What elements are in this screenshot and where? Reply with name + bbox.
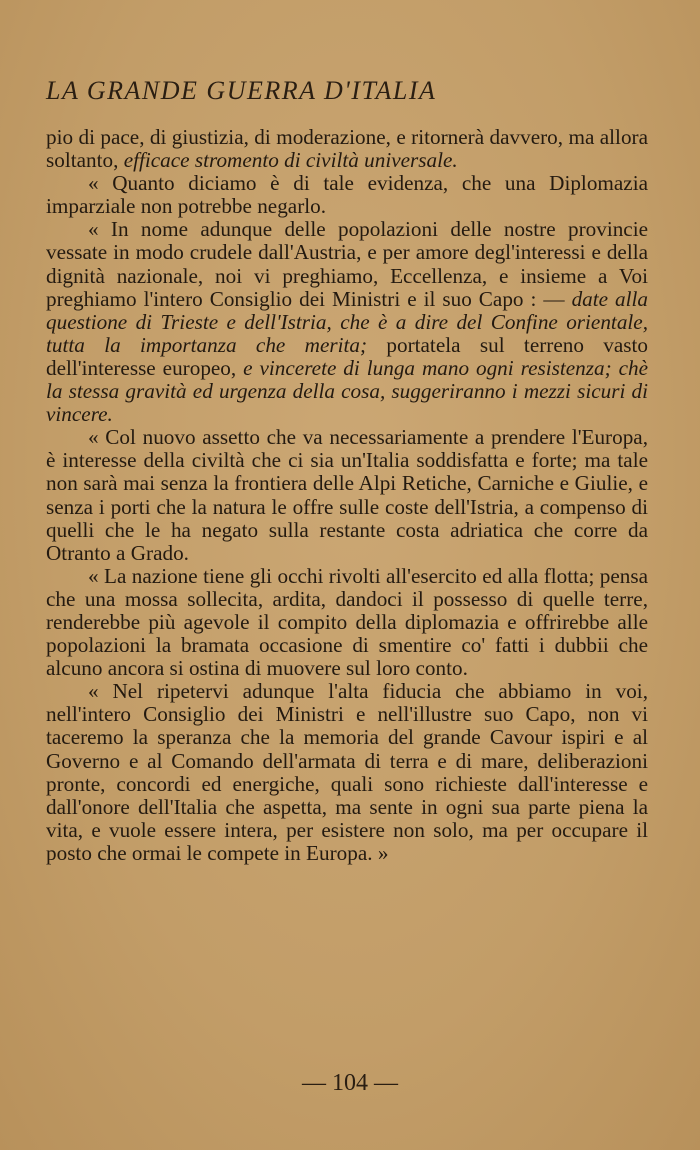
paragraph [46, 126, 648, 172]
text-segment: « In nome adunque delle popolazioni delle nostre provincie vessate in modo crudele dall'Austria, e per amore degl'interessi e della dignità nazionale, noi vi preghiamo, Eccellenza, e insieme a Voi preghiamo l'intero Consiglio dei Ministri e il suo Capo : — [46, 217, 648, 311]
text-segment: « Nel ripetervi adunque l'alta fiducia che abbiamo in voi, nell'intero Consiglio dei Ministri e nell'illustre suo Capo, non vi taceremo la speranza che la memoria del grande Cavour ispiri e al Governo e al Comando dell'armata di terra e di mare, deliberazioni pronte, concordi ed energiche, quali sono richieste dall'interesse e dall'onore dell'Italia che aspetta, ma sente in ogni sua parte piena la vita, e vuole essere intera, per esistere non solo, ma per occupare il posto che ormai le compete in Europa. » [46, 679, 648, 865]
body-text [46, 126, 648, 865]
text-segment: pio di pace, di giustizia, di moderazione, e ritornerà davvero, ma allora soltanto, [46, 125, 648, 173]
page-number: — 104 — [302, 1070, 398, 1096]
italic-text: efficace stromento di civiltà universale. [123, 148, 458, 173]
text-segment: « La nazione tiene gli occhi rivolti all'esercito ed alla flotta; pensa che una mossa sollecita, ardita, dandoci il possesso di quelle terre, renderebbe più agevole il compito della diplomazia e offrirebbe alle popolazioni la bramata occasione di smentire co' fatti i dubbii che alcuno ancora si ostina di muovere sul loro conto. [46, 563, 648, 681]
paragraph [46, 426, 648, 565]
text-segment: « Col nuovo assetto che va necessariamente a prendere l'Europa, è interesse della civiltà che ci sia un'Italia soddisfatta e forte; ma tale non sarà mai senza la frontiera delle Alpi Retiche, Carniche e Giulie, e senza i porti che la natura le offre sulle coste dell'Istria, a compenso di quelli che le ha negato sulla restante costa adriatica che corre da Otranto a Grado. [46, 425, 648, 565]
running-head: LA GRANDE GUERRA D'ITALIA [46, 76, 437, 105]
italic-text: date alla questione di Trieste e dell'Istria, che è a dire del Confine orientale, tutta la importanza che merita; [46, 286, 648, 357]
paragraph [46, 565, 648, 680]
italic-text: e vincerete di lunga mano ogni resistenza; chè la stessa gravità ed urgenza della cosa, suggeriranno i mezzi sicuri di vincere. [46, 355, 648, 427]
paragraph [46, 218, 648, 426]
text-segment: portatela sul terreno vasto dell'interesse europeo, [46, 332, 649, 380]
text-segment: « Quanto diciamo è di tale evidenza, che una Diplomazia imparziale non potrebbe negarlo. [46, 171, 648, 219]
paragraph [46, 680, 648, 865]
paragraph [46, 172, 648, 218]
